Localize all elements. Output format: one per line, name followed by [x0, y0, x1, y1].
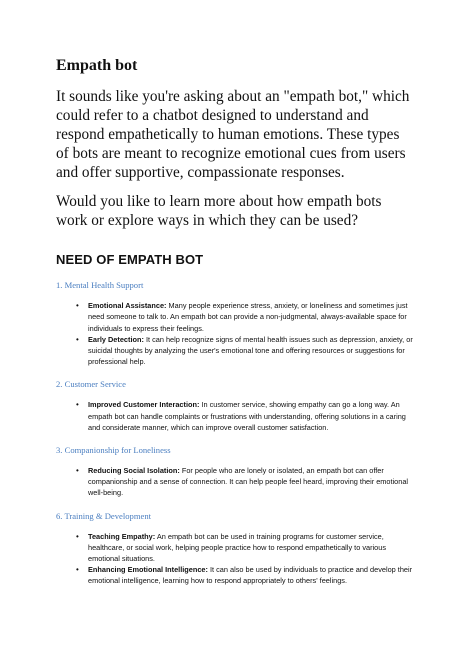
item-text: An empath bot can be used in training programs for customer service, healthcare, or social work, helping people practice how to respond empathetically to various emotional situations.	[88, 531, 386, 564]
bullet-icon: •	[76, 334, 79, 344]
item-text: It can also be used by individuals to practice and develop their emotional intelligence, learning how to respond appropriately to others' feelings.	[88, 565, 413, 586]
intro-paragraph: It sounds like you're asking about an "empath bot," which could refer to a chatbot designed to understand and respond empathetically to human emotions. These types of bots are meant to recognize emotional cues from users and offer supportive, compassionate responses.	[56, 88, 410, 182]
list-item	[56, 564, 414, 586]
item-term: Early Detection:	[88, 334, 144, 344]
bullet-icon: •	[76, 565, 79, 575]
section-training	[56, 511, 414, 587]
subheading: 2. Customer Service	[56, 379, 126, 390]
intro-question: Would you like to learn more about how empath bots work or explore ways in which they can be used?	[56, 193, 382, 230]
item-term: Improved Customer Interaction:	[88, 400, 200, 410]
subheading: 3. Companionship for Loneliness	[56, 445, 171, 456]
item-term: Enhancing Emotional Intelligence:	[88, 565, 208, 575]
list-item	[56, 300, 414, 334]
item-text: Many people experience stress, anxiety, or loneliness and sometimes just need someone to talk to. An empath bot can provide a non-judgmental, always-available space for individuals to express their feelings.	[88, 301, 408, 333]
bullet-icon: •	[76, 531, 79, 541]
item-text: It can help recognize signs of mental health issues such as depression, anxiety, or suicidal thoughts by analyzing the user's emotional tone and offering resources or suggestions for professional help.	[88, 334, 413, 367]
list-item	[56, 334, 414, 368]
bullet-list	[56, 300, 414, 367]
bullet-icon: •	[76, 400, 79, 410]
bullet-list	[56, 531, 414, 587]
subheading: 6. Training & Development	[56, 510, 152, 521]
document-title: Empath bot	[56, 57, 138, 74]
bullet-icon: •	[76, 301, 79, 311]
item-term: Emotional Assistance:	[88, 301, 167, 311]
item-text: For people who are lonely or isolated, an empath bot can offer companionship and a sense of connection. It can help people feel heard, improving their emotional well-being.	[88, 466, 409, 498]
subheading: 1. Mental Health Support	[56, 280, 144, 291]
bullet-list	[56, 399, 414, 433]
section-mental-health	[56, 280, 414, 367]
item-text: In customer service, showing empathy can go a long way. An empath bot can handle complaints or frustrations with understanding, offering solutions in a caring and considerate manner, which can improve overall customer satisfaction.	[88, 400, 406, 432]
section-heading: NEED OF EMPATH BOT	[56, 252, 204, 268]
list-item	[56, 399, 414, 433]
bullet-icon: •	[76, 466, 79, 476]
item-term: Reducing Social Isolation:	[88, 466, 180, 476]
list-item	[56, 465, 414, 499]
list-item	[56, 531, 414, 565]
section-companionship	[56, 445, 414, 499]
bullet-list	[56, 465, 414, 499]
item-term: Teaching Empathy:	[88, 531, 156, 541]
section-customer-service	[56, 379, 414, 433]
